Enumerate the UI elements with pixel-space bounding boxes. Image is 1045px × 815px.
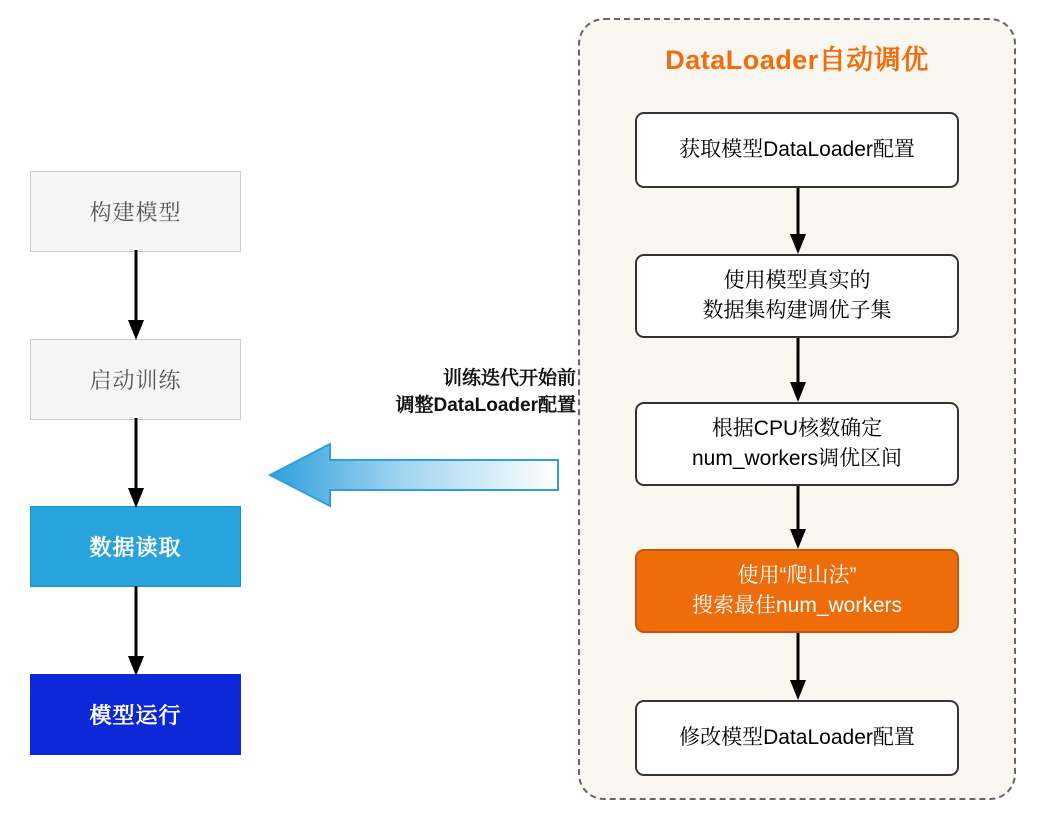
step-cpu-range-line1: 根据CPU核数确定 [711, 417, 883, 440]
step-apply-config [635, 700, 959, 776]
connector-label [290, 365, 576, 419]
arrow-panel-to-training [268, 440, 580, 508]
arrow-read-to-run [120, 586, 152, 678]
step-get-config [635, 112, 959, 188]
arrow-step2-to-step3 [782, 338, 814, 404]
step-hill-climbing-line2: 搜索最佳num_workers [691, 594, 903, 617]
step-hill-climbing-line1: 使用“爬山法” [737, 564, 857, 587]
arrow-build-to-train [120, 250, 152, 342]
connector-label-line1: 训练迭代开始前 [442, 368, 576, 389]
node-model-run [30, 674, 241, 755]
step-hill-climbing [635, 549, 959, 633]
step-apply-config-label: 修改模型DataLoader配置 [679, 726, 915, 749]
node-start-training-label: 启动训练 [89, 368, 182, 393]
step-cpu-range [635, 402, 959, 486]
step-build-subset [635, 254, 959, 338]
arrow-step3-to-step4 [782, 486, 814, 551]
node-build-model [30, 171, 241, 252]
panel-title: DataLoader自动调优 [665, 45, 929, 75]
arrow-step4-to-step5 [782, 633, 814, 702]
step-get-config-label: 获取模型DataLoader配置 [679, 138, 915, 161]
node-model-run-label: 模型运行 [89, 703, 182, 728]
node-start-training [30, 339, 241, 420]
arrow-train-to-read [120, 418, 152, 510]
step-build-subset-line2: 数据集构建调优子集 [702, 299, 892, 322]
node-data-read [30, 506, 241, 587]
arrow-step1-to-step2 [782, 188, 814, 256]
node-build-model-label: 构建模型 [89, 200, 182, 225]
step-cpu-range-line2: num_workers调优区间 [691, 447, 903, 470]
node-data-read-label: 数据读取 [89, 535, 182, 560]
connector-label-line2: 调整DataLoader配置 [395, 395, 576, 416]
step-build-subset-line1: 使用模型真实的 [723, 269, 871, 292]
